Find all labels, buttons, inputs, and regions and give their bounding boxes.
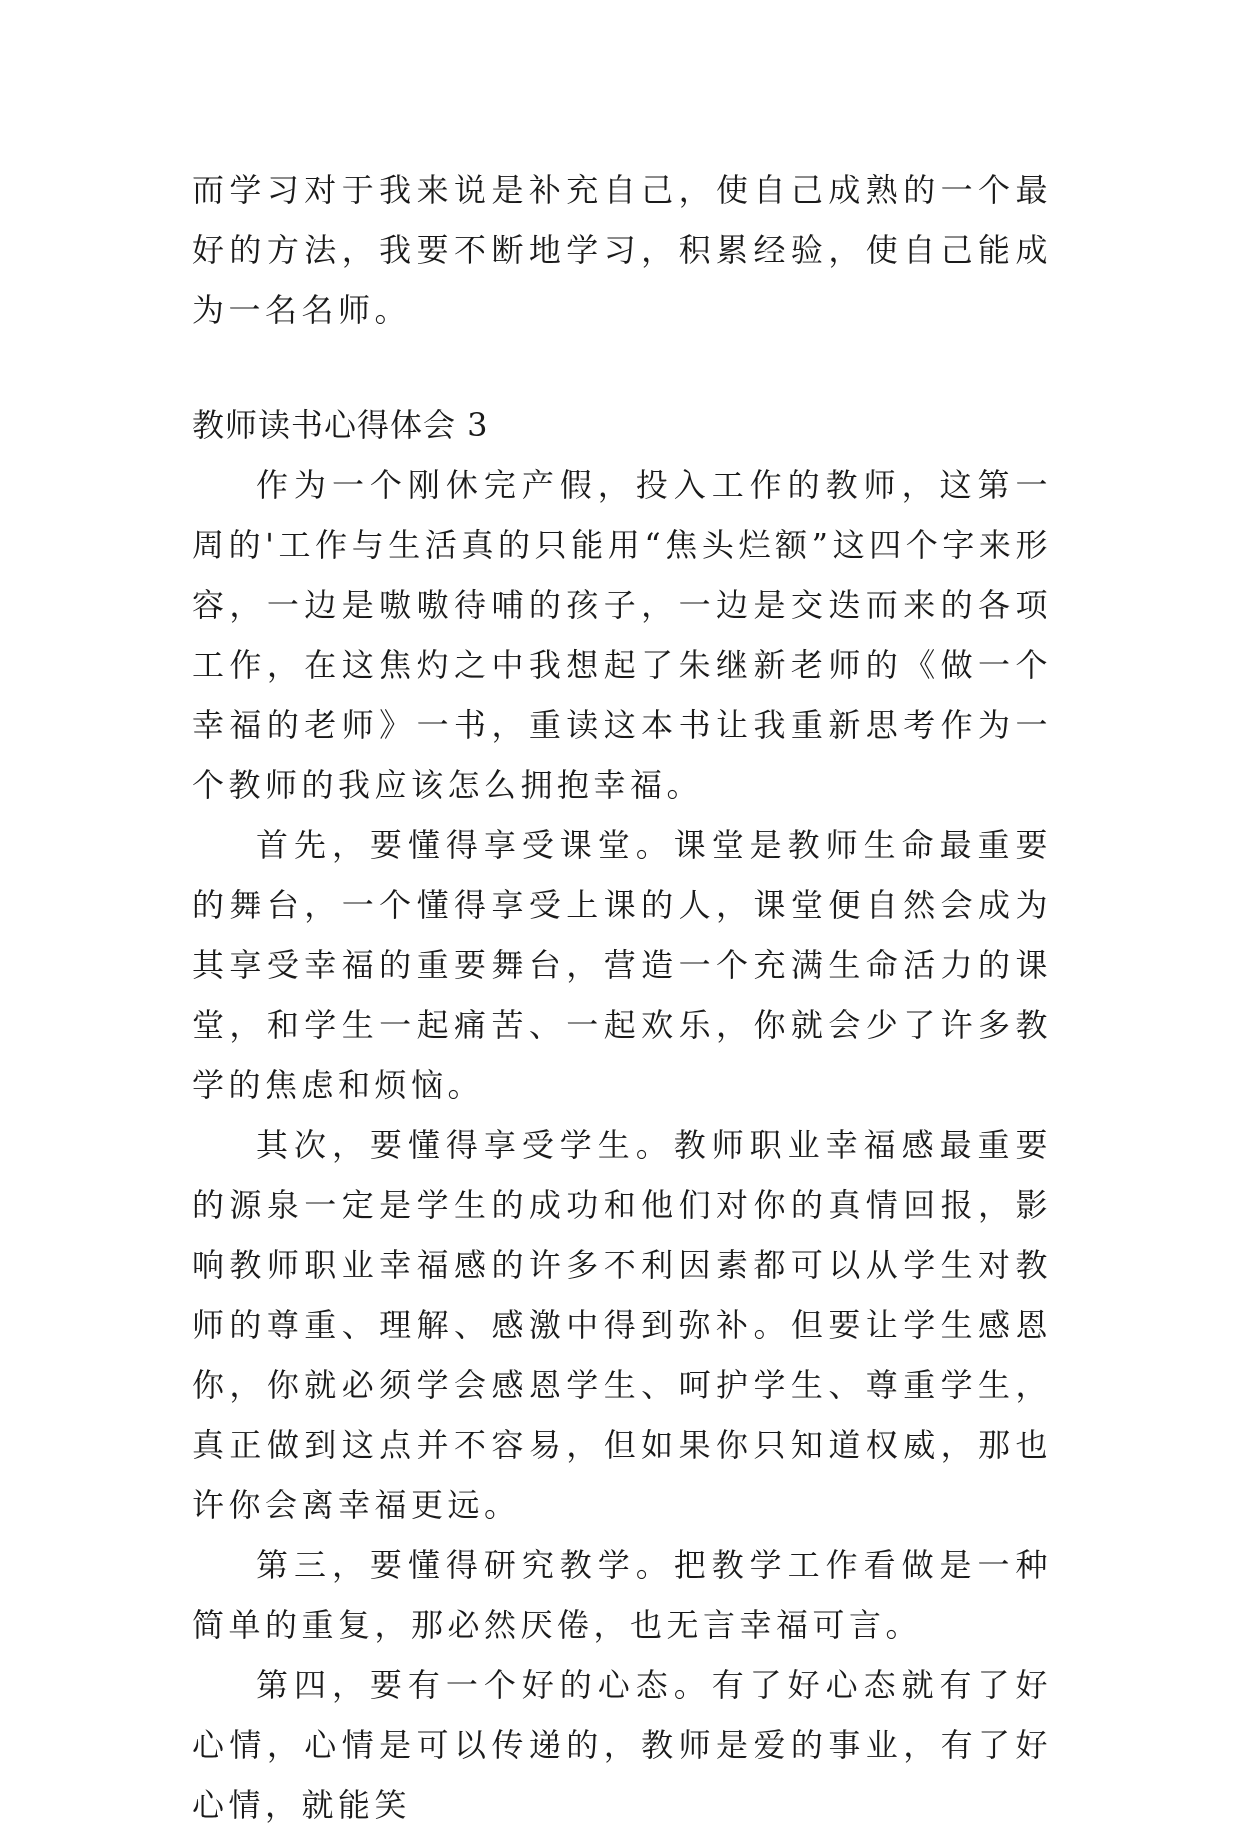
document-body <box>192 160 1052 1835</box>
paragraph-3: 其次，要懂得享受学生。教师职业幸福感最重要的源泉一定是学生的成功和他们对你的真情回报，影响教师职业幸福感的许多不利因素都可以从学生对教师的尊重、理解、感激中得到弥补。但要让学生感恩你，你就必须学会感恩学生、呵护学生、尊重学生，真正做到这点并不容易，但如果你只知道权威，那也许你会离幸福更远。 <box>192 1126 1052 1524</box>
paragraph-5: 第四，要有一个好的心态。有了好心态就有了好心情，心情是可以传递的，教师是爱的事业，有了好心情，就能笑 <box>192 1666 1052 1824</box>
paragraph-1: 作为一个刚休完产假，投入工作的教师，这第一周的'工作与生活真的只能用“焦头烂额”这四个字来形容，一边是嗷嗷待哺的孩子，一边是交迭而来的各项工作，在这焦灼之中我想起了朱继新老师的《做一个幸福的老师》一书，重读这本书让我重新思考作为一个教师的我应该怎么拥抱幸福。 <box>192 466 1052 804</box>
section-title: 教师读书心得体会 3 <box>192 406 489 444</box>
intro-paragraph: 而学习对于我来说是补充自己，使自己成熟的一个最好的方法，我要不断地学习，积累经验，使自己能成为一名名师。 <box>192 171 1052 329</box>
paragraph-2: 首先，要懂得享受课堂。课堂是教师生命最重要的舞台，一个懂得享受上课的人，课堂便自然会成为其享受幸福的重要舞台，营造一个充满生命活力的课堂，和学生一起痛苦、一起欢乐，你就会少了许多教学的焦虑和烦恼。 <box>192 826 1052 1104</box>
paragraph-4: 第三，要懂得研究教学。把教学工作看做是一种简单的重复，那必然厌倦，也无言幸福可言。 <box>192 1546 1052 1644</box>
